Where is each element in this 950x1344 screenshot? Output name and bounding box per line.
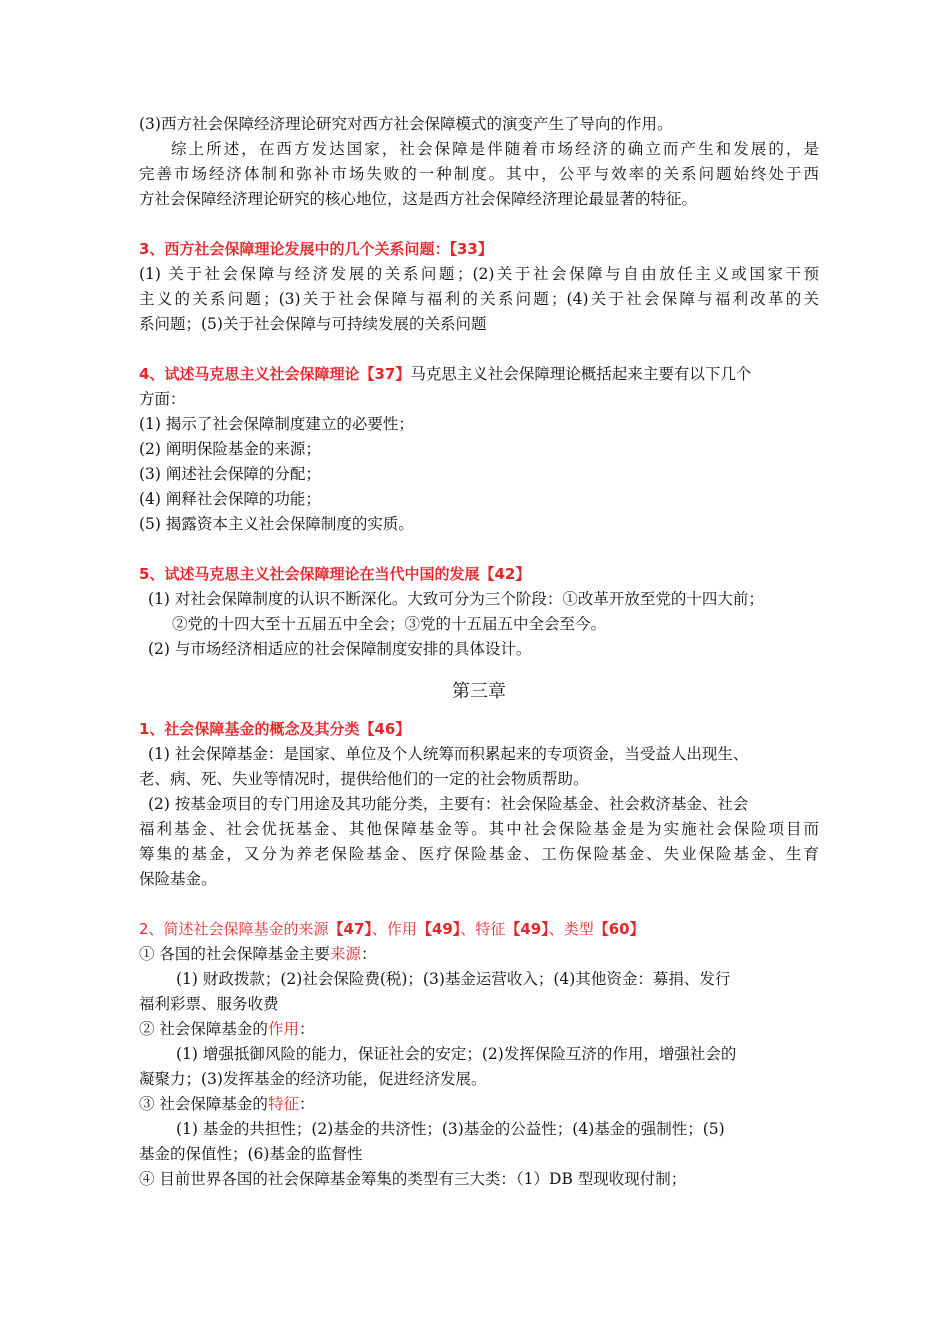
subheading-features (139, 1092, 819, 1117)
subheading-function (139, 1017, 819, 1042)
paragraph-line: 福利彩票、服务收费 (139, 995, 279, 1013)
subheading-text: ① 各国的社会保障基金主要 (139, 945, 330, 963)
section-heading-3 (139, 237, 819, 262)
paragraph-line: (1) 基金的共担性；(2)基金的共济性；(3)基金的公益性；(4)基金的强制性；(5) (176, 1120, 725, 1138)
summary-paragraph-line: 完善市场经济体制和弥补市场失败的一种制度。其中，公平与效率的关系问题始终处于西 (139, 165, 819, 183)
paragraph-line: 筹集的基金，又分为养老保险基金、医疗保险基金、工伤保险基金、失业保险基金、生育 (139, 845, 819, 863)
heading-text: 5、试述马克思主义社会保障理论在当代中国的发展 (139, 565, 480, 583)
chapter-section-heading-2 (139, 917, 819, 942)
page-ref: 【49】 (416, 920, 461, 938)
paragraph-line: (2) 按基金项目的专门用途及其功能分类，主要有：社会保险基金、社会救济基金、社会 (148, 795, 749, 813)
paragraph-line: (1) 关于社会保障与经济发展的关系问题；(2)关于社会保障与自由放任主义或国家干预 (139, 265, 819, 283)
section-heading-4 (139, 362, 819, 387)
paragraph-line: 保险基金。 (139, 870, 217, 888)
subheading-text: ② 社会保障基金的 (139, 1020, 268, 1038)
page-ref: 【60】 (593, 920, 645, 938)
heading-text: 、类型 (548, 920, 594, 938)
summary-paragraph-line: 方社会保障经济理论研究的核心地位，这是西方社会保障经济理论最显著的特征。 (139, 190, 698, 208)
paragraph-line: 凝聚力；(3)发挥基金的经济功能，促进经济发展。 (139, 1070, 487, 1088)
subheading-types: ④ 目前世界各国的社会保障基金筹集的类型有三大类：（1）DB 型现收现付制； (139, 1170, 687, 1188)
heading-text: 、作用 (371, 920, 417, 938)
document-page (139, 112, 819, 1192)
list-item: (2) 阐明保险基金的来源； (139, 440, 321, 458)
page-ref: 【42】 (479, 565, 531, 583)
subheading-colon: ： (298, 1020, 315, 1038)
paragraph-line: 福利基金、社会优抚基金、其他保障基金等。其中社会保险基金是为实施社会保险项目而 (139, 820, 819, 838)
paragraph-line: ②党的十四大至十五届五中全会；③党的十五届五中全会至今。 (172, 615, 607, 633)
heading-text: 3、西方社会保障理论发展中的几个关系问题： (139, 240, 450, 258)
paragraph-line: 老、病、死、失业等情况时，提供给他们的一定的社会物质帮助。 (139, 770, 589, 788)
paragraph-line: (1) 社会保障基金：是国家、单位及个人统筹而积累起来的专项资金，当受益人出现生、 (148, 745, 749, 763)
summary-paragraph-line: 综上所述，在西方发达国家，社会保障是伴随着市场经济的确立而产生和发展的，是 (171, 140, 819, 158)
section-heading-5 (139, 562, 819, 587)
page-ref: 【33】 (449, 240, 493, 258)
list-item: (5) 揭露资本主义社会保障制度的实质。 (139, 515, 414, 533)
paragraph-line: (1) 对社会保障制度的认识不断深化。大致可分为三个阶段：①改革开放至党的十四大前； (148, 590, 764, 608)
page-ref: 【46】 (359, 720, 411, 738)
highlight-term: 特征 (267, 1095, 299, 1113)
chapter-title: 第三章 (452, 681, 506, 702)
paragraph-line: 方面： (139, 390, 186, 408)
list-item: (4) 阐释社会保障的功能； (139, 490, 321, 508)
subheading-colon: ： (298, 1095, 315, 1113)
paragraph-line: (2) 与市场经济相适应的社会保障制度安排的具体设计。 (148, 640, 532, 658)
page-ref: 【49】 (505, 920, 549, 938)
paragraph-line: (1) 财政拨款；(2)社会保险费(税)；(3)基金运营收入；(4)其他资金：募捐、发行 (176, 970, 731, 988)
subheading-text: ③ 社会保障基金的 (139, 1095, 268, 1113)
subheading-colon: ： (360, 945, 377, 963)
chapter-section-heading-1 (139, 717, 819, 742)
heading-text: 2、简述社会保障基金的来源 (139, 920, 329, 938)
highlight-term: 作用 (267, 1020, 299, 1038)
page-ref: 【47】 (328, 920, 372, 938)
highlight-term: 来源 (329, 945, 361, 963)
list-item: (1) 揭示了社会保障制度建立的必要性； (139, 415, 414, 433)
heading-text: 、特征 (460, 920, 506, 938)
page-ref: 【37】 (359, 365, 411, 383)
paragraph-line: (3)西方社会保障经济理论研究对西方社会保障模式的演变产生了导向的作用。 (139, 115, 673, 133)
list-item: (3) 阐述社会保障的分配； (139, 465, 321, 483)
subheading-source (139, 942, 819, 967)
paragraph-line: 基金的保值性；(6)基金的监督性 (139, 1145, 363, 1163)
heading-tail: 马克思主义社会保障理论概括起来主要有以下几个 (410, 365, 752, 383)
heading-text: 4、试述马克思主义社会保障理论 (139, 365, 360, 383)
paragraph-line: 主义的关系问题；(3)关于社会保障与福利的关系问题；(4)关于社会保障与福利改革的关 (139, 290, 819, 308)
paragraph-line: (1) 增强抵御风险的能力，保证社会的安定；(2)发挥保险互济的作用，增强社会的 (176, 1045, 737, 1063)
paragraph-line: 系问题；(5)关于社会保障与可持续发展的关系问题 (139, 315, 487, 333)
heading-text: 1、社会保障基金的概念及其分类 (139, 720, 360, 738)
